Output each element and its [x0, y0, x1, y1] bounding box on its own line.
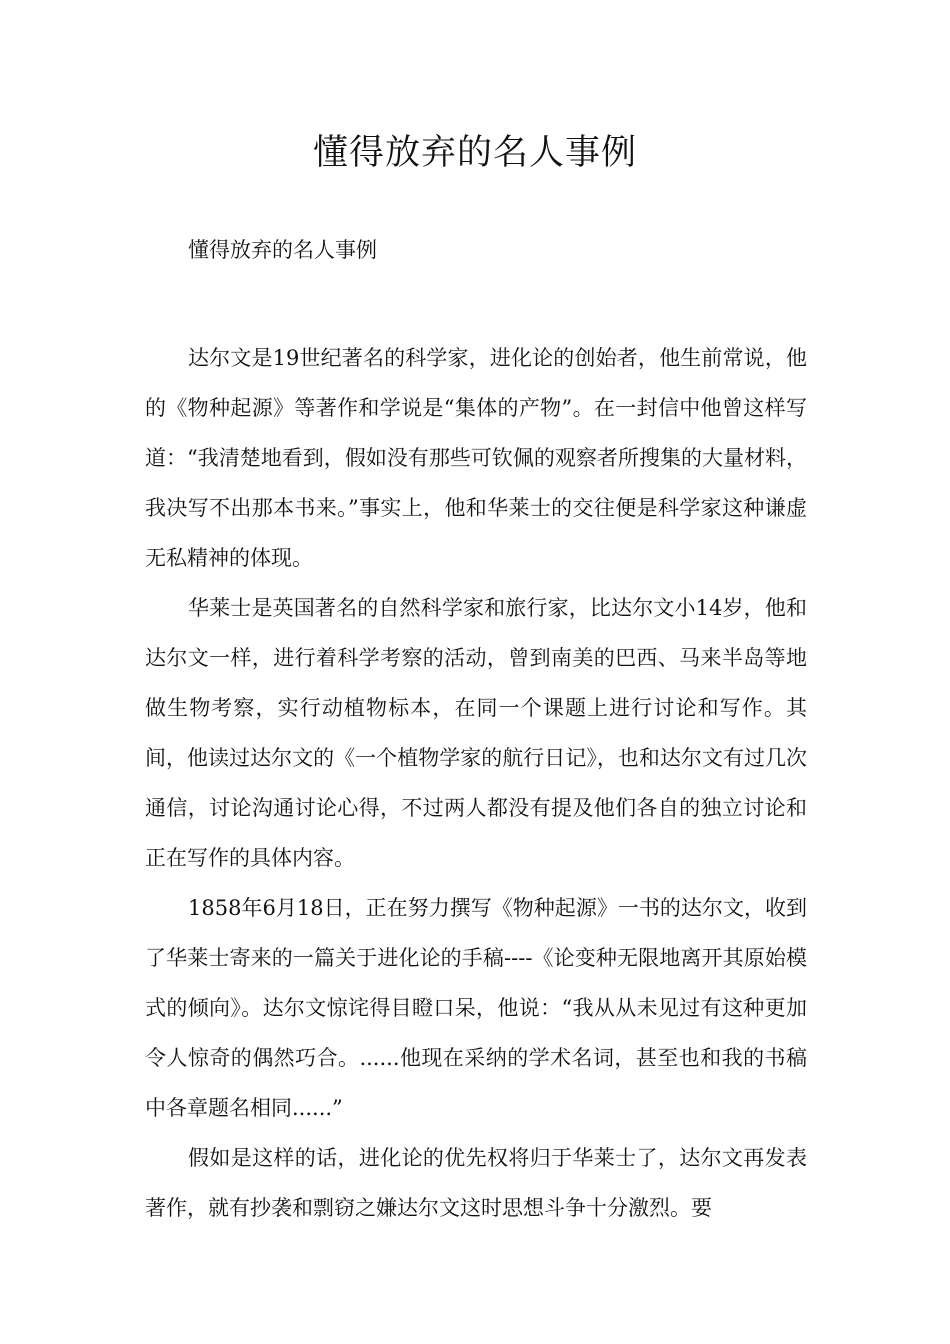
- document-title: 懂得放弃的名人事例: [312, 133, 637, 173]
- paragraph-wallace-intro: 华莱士是英国著名的自然科学家和旅行家，比达尔文小14岁，他和达尔文一样，进行着科学考察的活动，曾到南美的巴西、马来半岛等地做生物考察，实行动植物标本，在同一个课题上进行讨论和写作。其间，他读过达尔文的《一个植物学家的航行日记》，也和达尔文有过几次通信，讨论沟通讨论心得，不过两人都没有提及他们各自的独立讨论和正在写作的具体内容。: [145, 596, 807, 870]
- paragraph-priority: 假如是这样的话，进化论的优先权将归于华莱士了，达尔文再发表著作，就有抄袭和剽窃之嫌达尔文这时思想斗争十分激烈。要: [145, 1146, 807, 1220]
- document-subtitle: 懂得放弃的名人事例: [188, 238, 377, 262]
- paragraph-manuscript: 1858年6月18日，正在努力撰写《物种起源》一书的达尔文，收到了华莱士寄来的一篇关于进化论的手稿----《论变种无限地离开其原始模式的倾向》。达尔文惊诧得目瞪口呆，他说：“我从从未见过有这种更加令人惊奇的偶然巧合。......他现在采纳的学术名词，甚至也和我的书稿中各章题名相同......”: [145, 896, 807, 1120]
- paragraph-darwin-intro: 达尔文是19世纪著名的科学家，进化论的创始者，他生前常说，他的《物种起源》等著作和学说是“集体的产物”。在一封信中他曾这样写道：“我清楚地看到，假如没有那些可钦佩的观察者所搜集的大量材料，我决写不出那本书来。”事实上，他和华莱士的交往便是科学家这种谦虚无私精神的体现。: [145, 346, 807, 570]
- document-body: [145, 333, 807, 1233]
